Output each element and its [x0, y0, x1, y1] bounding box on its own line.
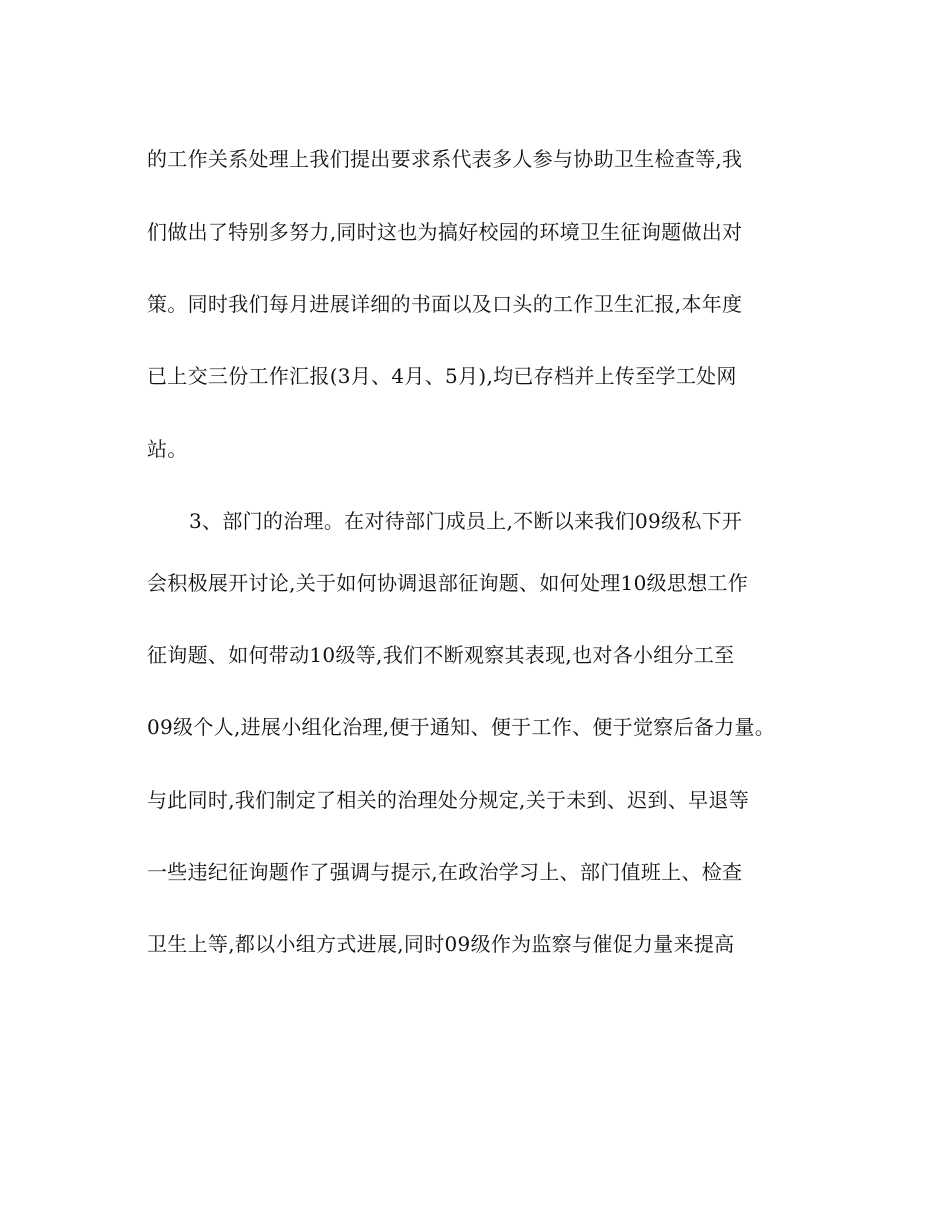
text-line-11: 一些违纪征询题作了强调与提示,在政治学习上、部门值班上、检查 — [147, 860, 743, 884]
text-line-8: 征询题、如何带动10级等,我们不断观察其表现,也对各小组分工至 — [147, 643, 735, 667]
text-line-1: 的工作关系处理上我们提出要求系代表多人参与协助卫生检查等,我 — [147, 147, 743, 171]
text-line-10: 与此同时,我们制定了相关的治理处分规定,关于未到、迟到、早退等 — [147, 788, 750, 812]
text-line-9: 09级个人,进展小组化治理,便于通知、便于工作、便于觉察后备力量。 — [147, 715, 776, 739]
text-line-2: 们做出了特别多努力,同时这也为搞好校园的环境卫生征询题做出对 — [147, 220, 743, 244]
text-line-5: 站。 — [147, 437, 188, 461]
text-line-4: 已上交三份工作汇报(3月、4月、5月),均已存档并上传至学工处网 — [147, 364, 737, 388]
text-line-7: 会积极展开讨论,关于如何协调退部征询题、如何处理10级思想工作 — [147, 571, 749, 595]
text-line-3: 策。同时我们每月进展详细的书面以及口头的工作卫生汇报,本年度 — [147, 292, 743, 316]
section-3-heading-line: 3、部门的治理。在对待部门成员上,不断以来我们09级私下开 — [189, 509, 743, 533]
text-line-12: 卫生上等,都以小组方式进展,同时09级作为监察与催促力量来提高 — [147, 932, 735, 956]
